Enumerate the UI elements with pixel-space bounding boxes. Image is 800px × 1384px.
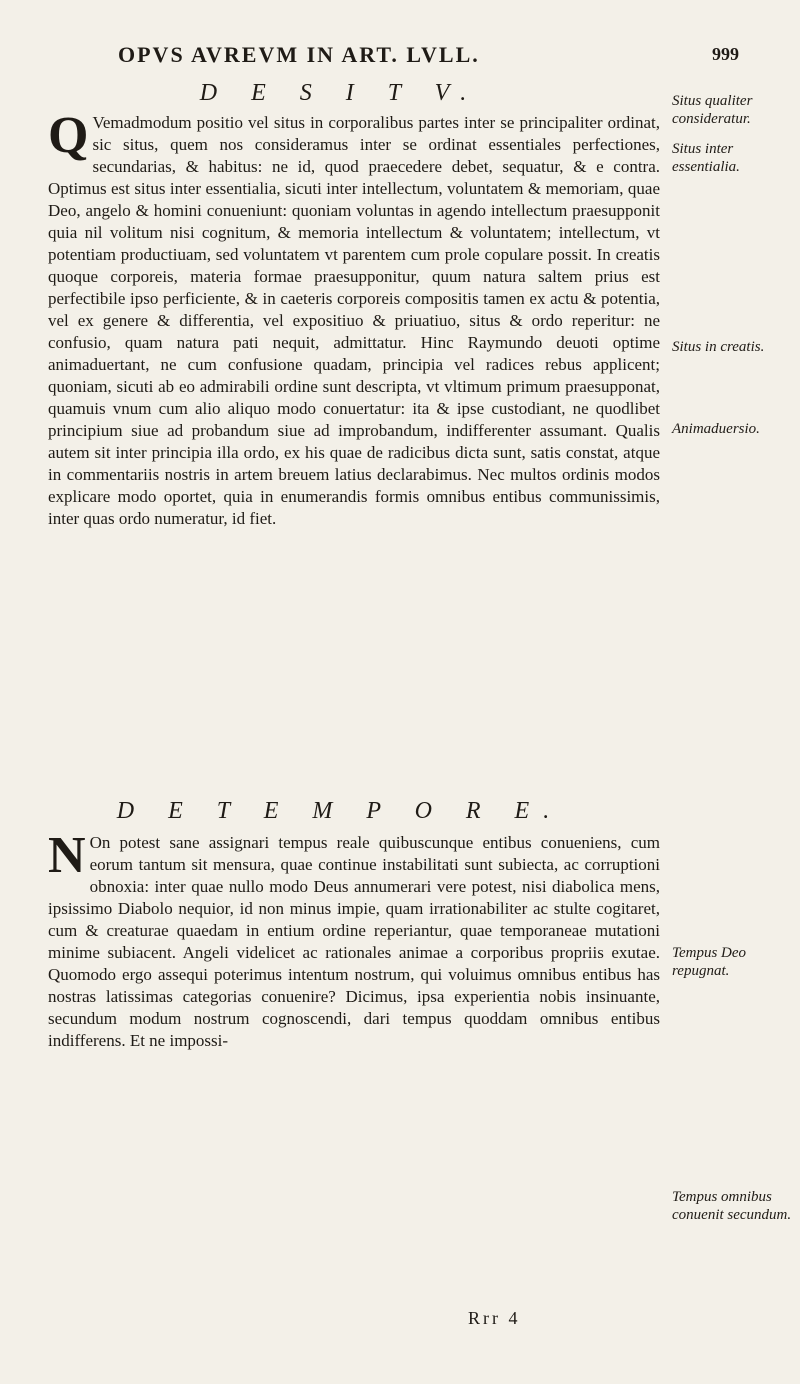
margin-note: Situs inter essentialia.	[672, 141, 740, 175]
paragraph-de-situ	[48, 107, 660, 530]
margin-note: Animaduersio.	[672, 421, 760, 437]
running-head-title: OPVS AVREVM IN ART. LVLL.	[118, 42, 480, 67]
section-heading-de-situ: D E S I T V.	[199, 80, 481, 106]
drop-cap: N	[48, 827, 86, 884]
page-number: 999	[712, 44, 739, 64]
margin-note: Tempus Deo repugnat.	[672, 945, 747, 979]
paragraph-text: Vemadmodum positio vel situs in corporalibus partes inter se principaliter ordinat, sic situs, quem nos consideramus inter se ordinat essentiales perfectiones, secundarias, & habitus: ne id, quod praecedere debet, sequatur, & e contra. Optimus est situs inter essentialia, sicuti inter intellectum, voluntatem & memoriam, quae Deo, angelo & homini conueniunt: quoniam voluntas in agendo intellectum praesupponit quia nil volitum nisi cognitum, & memoria intellectum & voluntatem; intellectum, vt potentiam productiuam, sed voluntatem vt parentem cum prole copulare possit. In creatis quoque corporeis, materia formae praesupponitur, quum natura saltem prius est perfectibile ipso perficiente, & in caeteris corporeis compositis tamen ex actu & potentia, vel ex genere & differentia, vel expositiuo & priuatiuo, situs & ordo reperitur: ne confusio, quam natura pati nequit, admittatur. Hinc Raymundo deuoti optime animaduertant, ne cum confusione quadam, principia vel radices rebus applicent; quoniam, sicuti ab eo admirabili ordine sunt descripta, vt vltimum primum praesupponat, quamuis vnum cum alio aliquo modo conuertatur: ita & ipse custodiant, ne quodlibet principium siue ad probandum siue ad improbandum, indifferenter assumant. Qualis autem sit inter principia illa ordo, ex his quae de radicibus dicta sunt, satis constat, atque in commentariis nostris in artem breuem latius declarabimus. Nec multos ordinis modos explicare modo oportet, quia in enumerandis formis omnibus entibus communissimis, inter quas ordo numeratur, id fiet.	[48, 113, 660, 528]
signature-mark: Rrr 4	[468, 1308, 521, 1328]
margin-note: Situs qualiter consideratur.	[672, 93, 753, 127]
margin-note: Tempus omnibus conuenit secundum.	[672, 1189, 792, 1223]
paragraph-text: On potest sane assignari tempus reale quibuscunque entibus conueniens, cum eorum tantum sit mensura, quae continue instabilitati sunt subiecta, ac corruptioni obnoxia: inter quae nullo modo Deus annumerari vere potest, nisi diabolica mens, ipsissimo Diabolo nequior, id non minus impie, quam irrationabiliter ac stulte cogitaret, cum & creaturae quaedam in entium ordine reperiantur, quae temporaneae mutationi minime subiacent. Angeli videlicet ac rationales animae a corporibus propriis exutae. Quomodo ergo assequi poterimus intentum nostrum, qui voluimus omnibus entibus has nostras latissimas categorias conuenire? Dicimus, ipsa experientia nobis insinuante, secundum modum nostrum cognoscendi, dari tempus quoddam omnibus entibus indifferens. Et ne impossi-	[48, 833, 660, 1050]
section-heading-de-tempore: D E T E M P O R E.	[116, 798, 564, 824]
running-head	[0, 42, 800, 76]
drop-cap: Q	[48, 107, 89, 164]
margin-note: Situs in creatis.	[672, 339, 765, 355]
paragraph-de-tempore	[48, 827, 660, 1052]
